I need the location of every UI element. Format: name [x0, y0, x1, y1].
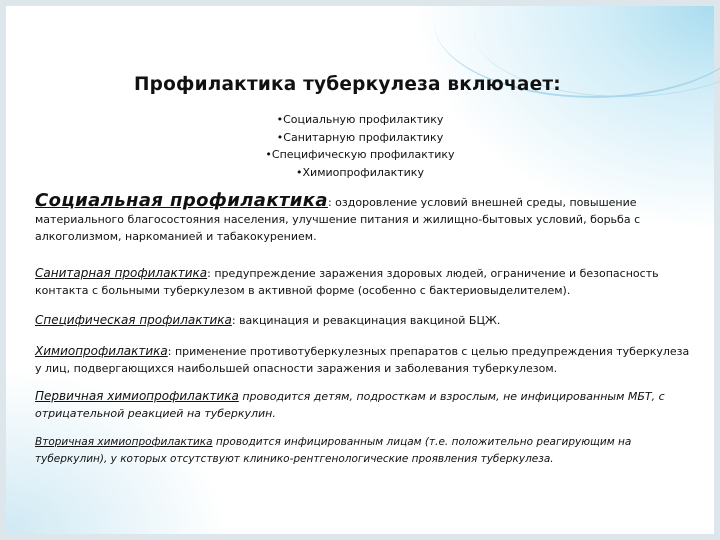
secondary-chemoprevention-term: Вторичная химиопрофилактика — [35, 436, 213, 448]
primary-chemoprevention-paragraph — [35, 388, 695, 422]
social-prevention-text: оздоровление условий внешней среды, повышение материального благосостояния населения, улучшение питания и жилищно-бытовых условий, борьба с алкоголизмом, наркоманией и табакокурением. — [35, 196, 641, 243]
secondary-chemoprevention-paragraph — [35, 434, 695, 468]
social-prevention-paragraph — [35, 192, 695, 245]
list-item: •Санитарную профилактику — [276, 130, 444, 144]
specific-prevention-text: вакцинация и ревакцинация вакциной БЦЖ. — [239, 314, 501, 327]
separator: : — [231, 314, 240, 327]
chemoprevention-paragraph — [35, 343, 695, 377]
prevention-types-list — [220, 111, 500, 181]
sanitary-prevention-paragraph — [35, 265, 695, 299]
specific-prevention-paragraph — [35, 312, 695, 329]
chemoprevention-text: применение противотуберкулезных препаратов с целью предупреждения туберкулеза у лиц, подвергающихся наибольшей опасности заражения и заболевания туберкулезом. — [35, 345, 690, 375]
separator: : — [167, 345, 175, 358]
separator: : — [327, 196, 336, 209]
list-item: •Химиопрофилактику — [296, 165, 424, 179]
primary-chemoprevention-term: Первичная химиопрофилактика — [35, 389, 239, 403]
separator: : — [207, 267, 215, 280]
specific-prevention-term: Специфическая профилактика — [35, 313, 232, 327]
list-item: •Социальную профилактику — [276, 113, 444, 126]
sanitary-prevention-term: Санитарная профилактика — [35, 266, 208, 280]
slide-title: Профилактика туберкулеза включает: — [134, 74, 561, 95]
social-prevention-term: Социальная профилактика — [35, 190, 328, 211]
primary-chemoprevention-text: проводится детям, подросткам и взрослым, не инфицированным МБТ, с отрицательной реакцией на туберкулин. — [35, 390, 665, 420]
secondary-chemoprevention-text: проводится инфицированным лицам (т.е. положительно реагирующим на туберкулин), у которых отсутствуют клинико-рентгенологические проявления туберкулеза. — [35, 436, 632, 465]
sanitary-prevention-text: предупреждение заражения здоровых людей, ограничение и безопасность контакта с больными туберкулезом в активной форме (особенно с бактериовыделителем). — [35, 267, 659, 297]
chemoprevention-term: Химиопрофилактика — [35, 344, 168, 358]
list-item: •Специфическую профилактику — [265, 148, 455, 161]
